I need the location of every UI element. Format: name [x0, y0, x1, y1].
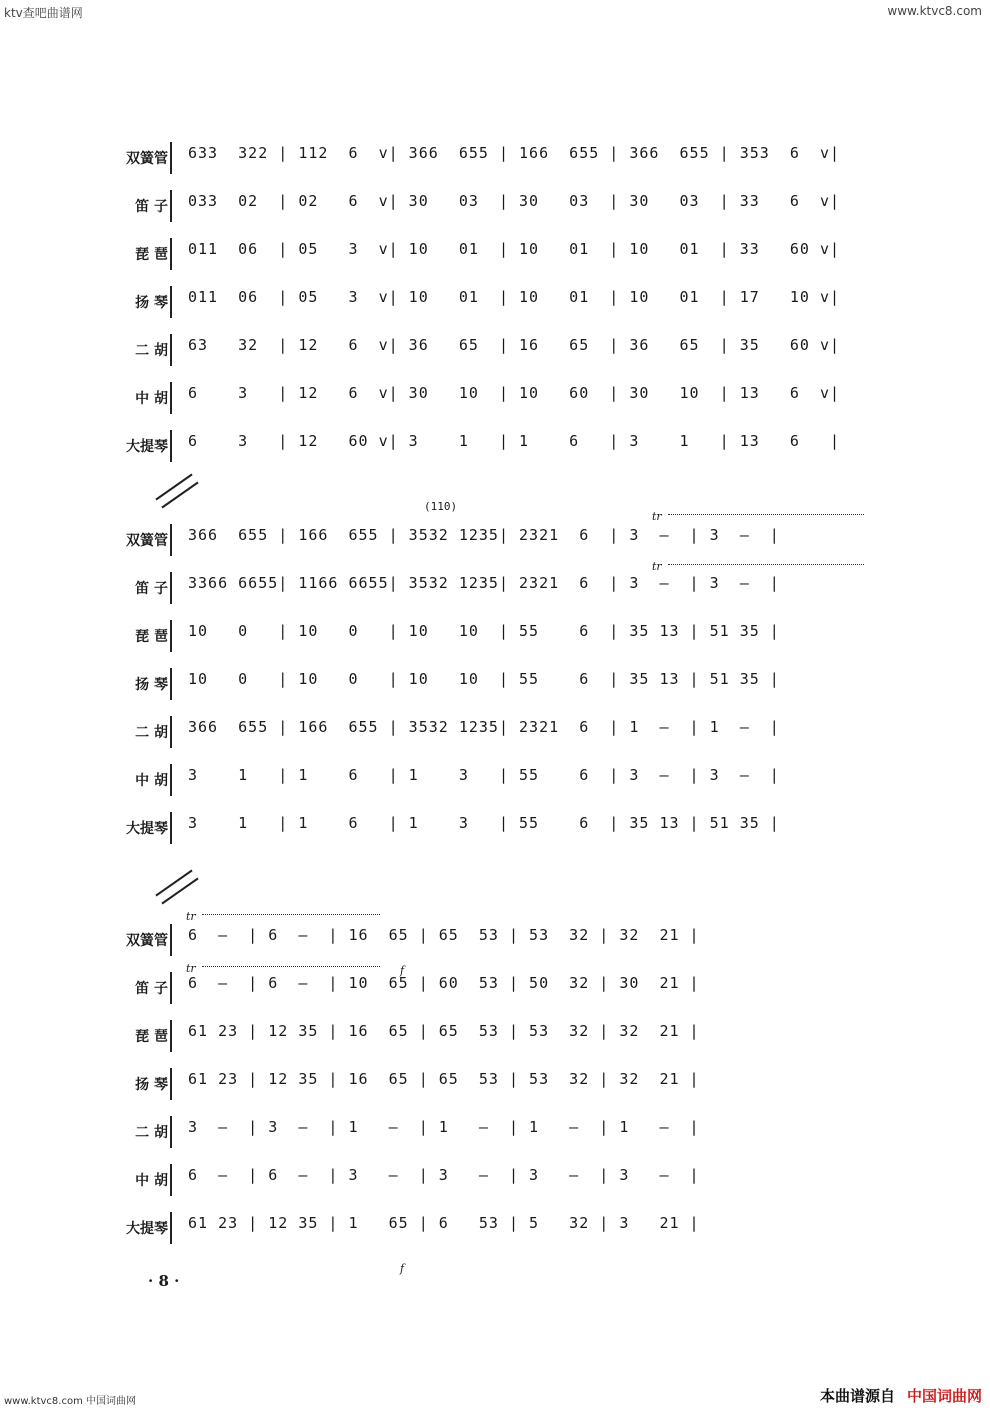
instrument-row	[112, 810, 872, 848]
instrument-name: 中 胡	[135, 773, 168, 789]
trill-line	[202, 914, 380, 919]
staff-bracket	[170, 1020, 178, 1052]
staff-bracket	[170, 764, 178, 796]
instrument-name: 中 胡	[135, 1173, 168, 1189]
jianpu-notes: 61 23 | 12 35 | 16 65 | 65 53 | 53 32 | 32 21 |	[188, 1022, 700, 1040]
staff-bracket	[170, 142, 178, 174]
instrument-row	[112, 1066, 872, 1104]
instrument-name: 琵 琶	[135, 629, 168, 645]
score-system	[112, 922, 872, 1258]
instrument-row	[112, 332, 872, 370]
instrument-name: 双簧管	[126, 533, 168, 549]
trill-line	[668, 564, 864, 569]
staff-bracket	[170, 286, 178, 318]
staff-bracket	[170, 1068, 178, 1100]
staff-bracket	[170, 1212, 178, 1244]
instrument-name: 笛 子	[135, 981, 168, 997]
instrument-row	[112, 922, 872, 960]
jianpu-notes: 6 3 | 12 60 v| 3 1 | 1 6 | 3 1 | 13 6 |	[188, 432, 840, 450]
instrument-name: 二 胡	[135, 725, 168, 741]
instrument-row	[112, 1018, 872, 1056]
instrument-name: 二 胡	[135, 1125, 168, 1141]
trill-mark: tr	[652, 510, 662, 523]
instrument-row	[112, 236, 872, 274]
instrument-name: 双簧管	[126, 933, 168, 949]
staff-bracket	[170, 812, 178, 844]
instrument-name: 大提琴	[126, 1221, 168, 1237]
instrument-row	[112, 380, 872, 418]
staff-bracket	[170, 524, 178, 556]
staff-bracket	[170, 1164, 178, 1196]
instrument-row	[112, 1210, 872, 1248]
jianpu-notes: 10 0 | 10 0 | 10 10 | 55 6 | 35 13 | 51 35 |	[188, 622, 780, 640]
staff-bracket	[170, 924, 178, 956]
instrument-row	[112, 140, 872, 178]
instrument-row	[112, 428, 872, 466]
jianpu-notes: 011 06 | 05 3 v| 10 01 | 10 01 | 10 01 | 33 60 v|	[188, 240, 840, 258]
jianpu-notes: 633 322 | 112 6 v| 366 655 | 166 655 | 366 655 | 353 6 v|	[188, 144, 840, 162]
score-system	[112, 140, 872, 476]
instrument-name: 笛 子	[135, 199, 168, 215]
jianpu-notes: 6 3 | 12 6 v| 30 10 | 10 60 | 30 10 | 13 6 v|	[188, 384, 840, 402]
staff-bracket	[170, 334, 178, 366]
staff-bracket	[170, 620, 178, 652]
watermark-source-label: 本曲谱源自	[819, 1387, 895, 1405]
staff-bracket	[170, 430, 178, 462]
staff-bracket	[170, 716, 178, 748]
jianpu-notes: 6 — | 6 — | 3 — | 3 — | 3 — | 3 — |	[188, 1166, 700, 1184]
watermark-bottom-left: www.ktvc8.com 中国词曲网	[4, 1396, 137, 1407]
jianpu-notes: 3 1 | 1 6 | 1 3 | 55 6 | 3 — | 3 — |	[188, 766, 780, 784]
instrument-name: 二 胡	[135, 343, 168, 359]
dynamic-mark: f	[400, 1262, 405, 1275]
watermark-top-left: ktv查吧曲谱网	[4, 6, 83, 20]
trill-mark: tr	[186, 910, 196, 923]
score-system	[112, 522, 872, 858]
watermark-bottom-right	[820, 1385, 982, 1406]
jianpu-notes: 63 32 | 12 6 v| 36 65 | 16 65 | 36 65 | 35 60 v|	[188, 336, 840, 354]
instrument-row	[112, 666, 872, 704]
instrument-name: 大提琴	[126, 439, 168, 455]
instrument-row	[112, 618, 872, 656]
trill-mark: tr	[186, 962, 196, 975]
instrument-name: 笛 子	[135, 581, 168, 597]
watermark-site-name: 中国词曲网	[906, 1387, 982, 1405]
jianpu-notes: 6 — | 6 — | 16 65 | 65 53 | 53 32 | 32 21 |	[188, 926, 700, 944]
staff-bracket	[170, 972, 178, 1004]
trill-mark: tr	[652, 560, 662, 573]
staff-bracket	[170, 382, 178, 414]
jianpu-notes: 033 02 | 02 6 v| 30 03 | 30 03 | 30 03 | 33 6 v|	[188, 192, 840, 210]
jianpu-notes: 011 06 | 05 3 v| 10 01 | 10 01 | 10 01 | 17 10 v|	[188, 288, 840, 306]
instrument-row	[112, 570, 872, 608]
trill-line	[668, 514, 864, 519]
page-number: · 8 ·	[148, 1272, 180, 1290]
jianpu-notes: 3366 6655| 1166 6655| 3532 1235| 2321 6 | 3 — | 3 — |	[188, 574, 780, 592]
staff-bracket	[170, 572, 178, 604]
watermark-top-right: www.ktvc8.com	[887, 4, 982, 18]
instrument-name: 扬 琴	[135, 295, 168, 311]
instrument-row	[112, 714, 872, 752]
instrument-row	[112, 284, 872, 322]
instrument-name: 扬 琴	[135, 1077, 168, 1093]
instrument-name: 双簧管	[126, 151, 168, 167]
staff-bracket	[170, 668, 178, 700]
system-separator	[161, 482, 198, 509]
instrument-name: 扬 琴	[135, 677, 168, 693]
jianpu-notes: 366 655 | 166 655 | 3532 1235| 2321 6 | 1 — | 1 — |	[188, 718, 780, 736]
trill-line	[202, 966, 380, 971]
jianpu-notes: 3 1 | 1 6 | 1 3 | 55 6 | 35 13 | 51 35 |	[188, 814, 780, 832]
system-separator	[161, 878, 198, 905]
instrument-row	[112, 188, 872, 226]
jianpu-notes: 6 — | 6 — | 10 65 | 60 53 | 50 32 | 30 21 |	[188, 974, 700, 992]
jianpu-notes: 366 655 | 166 655 | 3532 1235| 2321 6 | 3 — | 3 — |	[188, 526, 780, 544]
staff-bracket	[170, 238, 178, 270]
instrument-row	[112, 1114, 872, 1152]
dynamic-mark: f	[400, 964, 405, 977]
jianpu-notes: 61 23 | 12 35 | 16 65 | 65 53 | 53 32 | 32 21 |	[188, 1070, 700, 1088]
instrument-row	[112, 1162, 872, 1200]
jianpu-notes: 61 23 | 12 35 | 1 65 | 6 53 | 5 32 | 3 21 |	[188, 1214, 700, 1232]
instrument-name: 琵 琶	[135, 1029, 168, 1045]
instrument-row	[112, 762, 872, 800]
rehearsal-mark: (110)	[424, 500, 458, 513]
instrument-row	[112, 522, 872, 560]
instrument-name: 大提琴	[126, 821, 168, 837]
instrument-name: 中 胡	[135, 391, 168, 407]
jianpu-notes: 10 0 | 10 0 | 10 10 | 55 6 | 35 13 | 51 35 |	[188, 670, 780, 688]
staff-bracket	[170, 1116, 178, 1148]
staff-bracket	[170, 190, 178, 222]
instrument-row	[112, 970, 872, 1008]
jianpu-notes: 3 — | 3 — | 1 — | 1 — | 1 — | 1 — |	[188, 1118, 700, 1136]
instrument-name: 琵 琶	[135, 247, 168, 263]
